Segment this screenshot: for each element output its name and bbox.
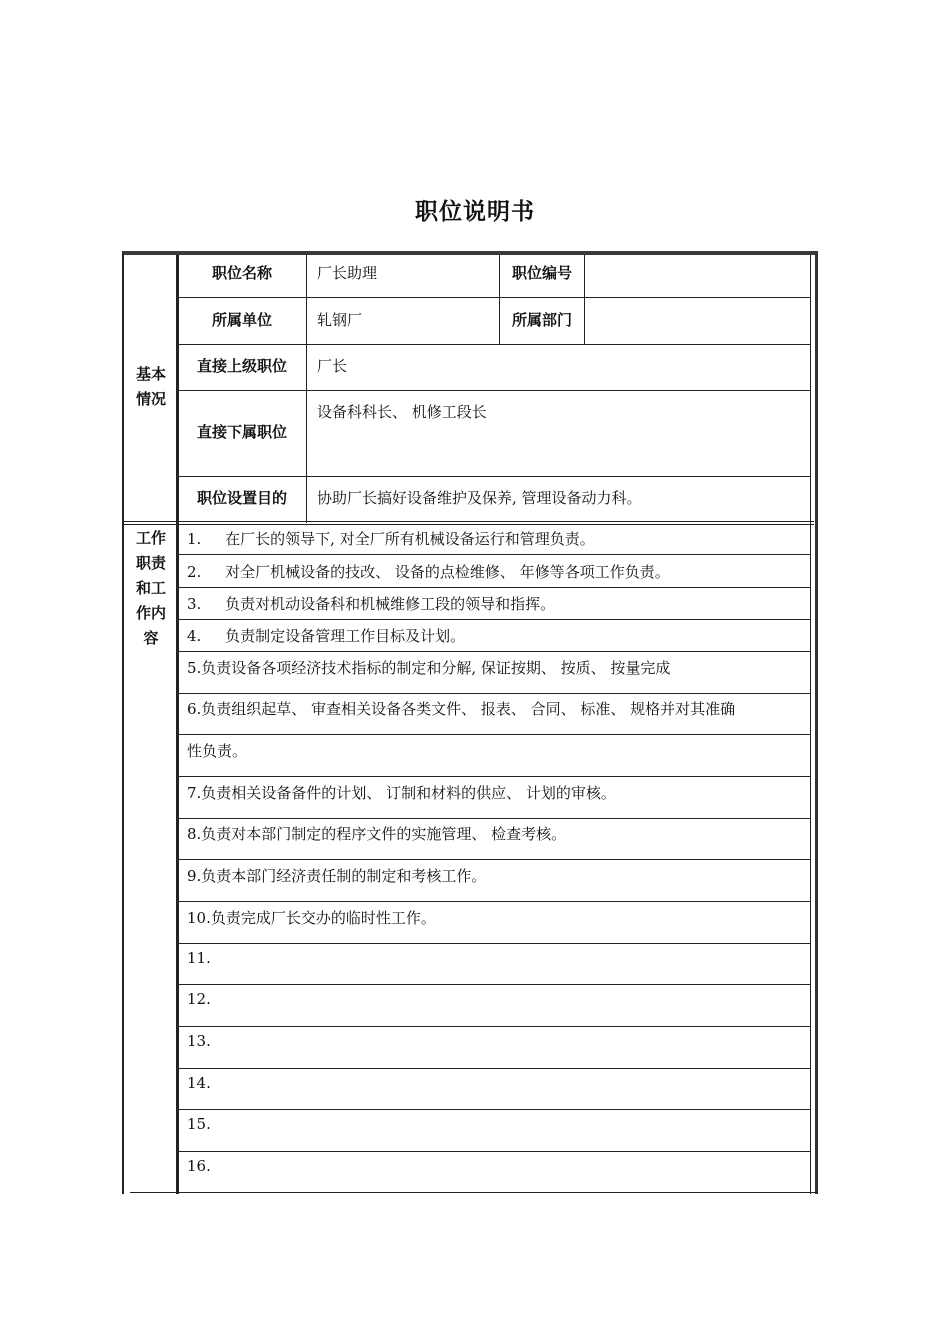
superior-label: 直接上级职位 bbox=[196, 357, 287, 375]
unit-label: 所属单位 bbox=[211, 311, 272, 329]
row-divider bbox=[178, 818, 811, 819]
duty-item: 6.负责组织起草、 审查相关设备各类文件、 报表、 合同、 标准、 规格并对其准确 bbox=[187, 700, 736, 718]
unit-value: 轧钢厂 bbox=[317, 311, 363, 329]
subordinate-label: 直接下属职位 bbox=[196, 423, 287, 441]
duty-item: 13. bbox=[187, 1032, 211, 1050]
right-inner-border bbox=[810, 255, 811, 1194]
row-divider bbox=[178, 476, 811, 477]
position-name-value: 厂长助理 bbox=[317, 264, 378, 282]
duty-item: 16. bbox=[187, 1157, 211, 1175]
duty-item: 3. 负责对机动设备科和机械维修工段的领导和指挥。 bbox=[187, 595, 556, 613]
duty-item: 9.负责本部门经济责任制的制定和考核工作。 bbox=[187, 867, 487, 885]
row-divider bbox=[178, 587, 811, 588]
duty-item: 7.负责相关设备备件的计划、 订制和材料的供应、 计划的审核。 bbox=[187, 784, 616, 802]
duty-item: 14. bbox=[187, 1074, 211, 1092]
row-divider bbox=[178, 1151, 811, 1152]
section-divider bbox=[124, 524, 814, 525]
row-divider bbox=[178, 776, 811, 777]
row-divider bbox=[178, 734, 811, 735]
duty-item: 8.负责对本部门制定的程序文件的实施管理、 检查考核。 bbox=[187, 825, 567, 843]
section-label-basic: 基本 情况 bbox=[135, 365, 166, 408]
row-divider bbox=[178, 1109, 811, 1110]
basic-col-divider-3 bbox=[584, 255, 585, 344]
document-title: 职位说明书 bbox=[415, 199, 535, 225]
row-divider bbox=[178, 1026, 811, 1027]
duty-item: 2. 对全厂机械设备的技改、 设备的点检维修、 年修等各项工作负责。 bbox=[187, 563, 670, 581]
subordinate-value: 设备科科长、 机修工段长 bbox=[317, 403, 487, 421]
job-description-table bbox=[122, 251, 818, 1194]
row-divider bbox=[178, 901, 811, 902]
duty-item: 11. bbox=[187, 949, 211, 967]
row-divider bbox=[178, 859, 811, 860]
row-divider bbox=[178, 554, 811, 555]
row-divider bbox=[178, 1068, 811, 1069]
duty-item: 1. 在厂长的领导下, 对全厂所有机械设备运行和管理负责。 bbox=[187, 530, 595, 548]
row-divider bbox=[178, 651, 811, 652]
duty-item: 4. 负责制定设备管理工作目标及计划。 bbox=[187, 627, 466, 645]
row-divider bbox=[178, 943, 811, 944]
duty-item: 5.负责设备各项经济技术指标的制定和分解, 保证按期、 按质、 按量完成 bbox=[187, 659, 671, 677]
duty-item: 10.负责完成厂长交办的临时性工作。 bbox=[187, 909, 436, 927]
row-divider bbox=[178, 984, 811, 985]
duty-item: 性负责。 bbox=[187, 742, 248, 760]
section-divider bbox=[124, 521, 814, 522]
section-label-duties: 工作 职责 和工 作内 容 bbox=[135, 529, 166, 647]
table-bottom-border bbox=[130, 1192, 818, 1193]
row-divider bbox=[178, 390, 811, 391]
superior-value: 厂长 bbox=[317, 357, 348, 375]
purpose-value: 协助厂长搞好设备维护及保养, 管理设备动力科。 bbox=[317, 489, 642, 507]
row-divider bbox=[178, 693, 811, 694]
row-divider bbox=[178, 297, 811, 298]
purpose-label: 职位设置目的 bbox=[196, 489, 287, 507]
department-label: 所属部门 bbox=[511, 311, 572, 329]
duty-item: 12. bbox=[187, 990, 211, 1008]
position-name-label: 职位名称 bbox=[211, 264, 272, 282]
position-code-label: 职位编号 bbox=[511, 264, 572, 282]
duty-item: 15. bbox=[187, 1115, 211, 1133]
row-divider bbox=[178, 344, 811, 345]
basic-col-divider-1 bbox=[306, 255, 307, 523]
row-divider bbox=[178, 619, 811, 620]
